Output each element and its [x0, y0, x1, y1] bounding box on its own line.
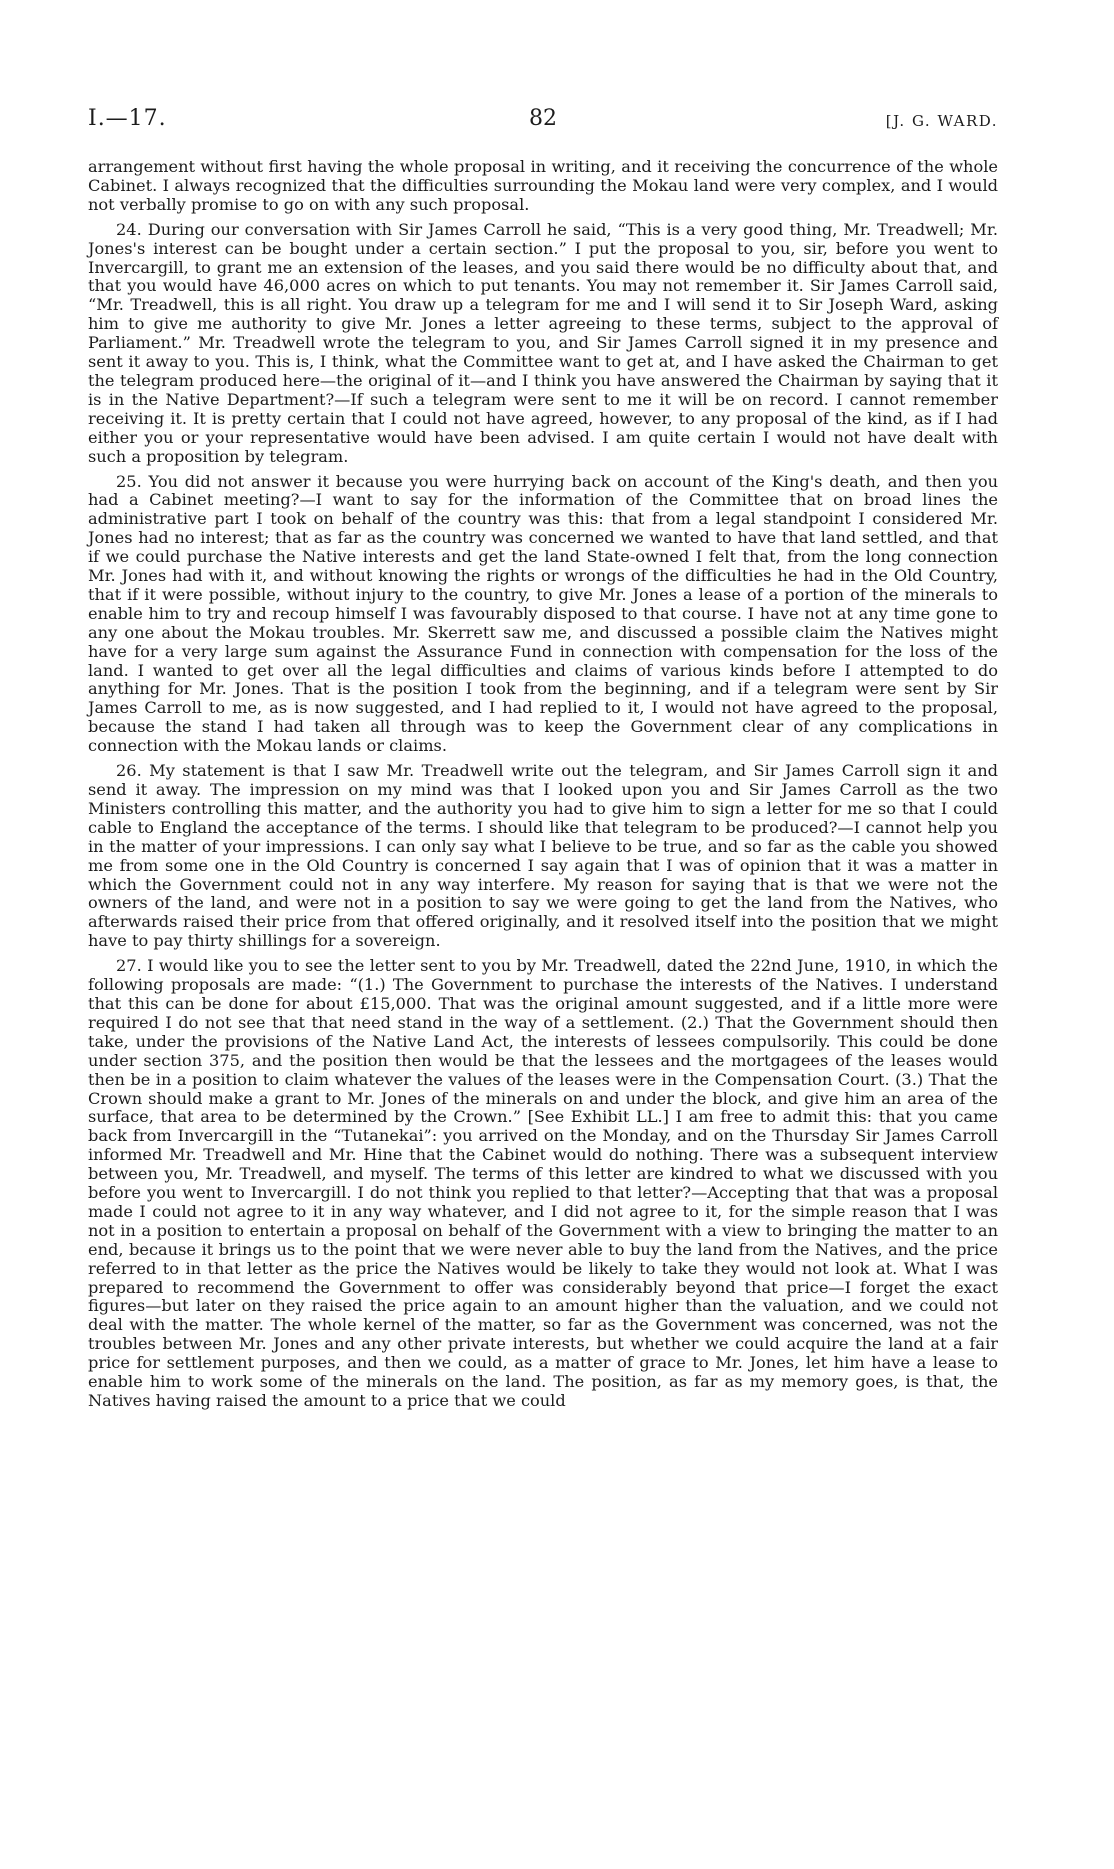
body-text — [88, 158, 998, 1417]
paragraph-27: 27. I would like you to see the letter sent to you by Mr. Treadwell, dated the 22nd June, 1910, in which the following proposals are made: “(1.) The Government to purchase the interests of the Natives. I understand that this can be done for about £15,000. That was the original amount suggested, and if a little more were required I do not see that that need stand in the way of a settlement. (2.) That the Government should then take, under the provisions of the Native Land Act, the interests of lessees compulsorily. This could be done under section 375, and the position then would be that the lessees and the mortgagees of the leases would then be in a position to claim whatever the values of the leases were in the Compensation Court. (3.) That the Crown should make a grant to Mr. Jones of the minerals on and under the block, and give him an area of the surface, that area to be determined by the Crown.” [See Exhibit LL.] I am free to admit this: that you came back from Invercargill in the “Tutanekai”: you arrived on the Monday, and on the Thursday Sir James Carroll informed Mr. Treadwell and Mr. Hine that the Cabinet would do nothing. There was a subsequent interview between you, Mr. Treadwell, and myself. The terms of this letter are kindred to what we discussed with you before you went to Invercargill. I do not think you replied to that letter?—Accepting that that was a proposal made I could not agree to it in any way whatever, and I did not agree to it, for the simple reason that I was not in a position to entertain a proposal on behalf of the Government with a view to bringing the matter to an end, because it brings us to the point that we were never able to buy the land from the Natives, and the price referred to in that letter as the price the Natives would be likely to take they would not look at. What I was prepared to recommend the Government to offer was considerably beyond that price—I forget the exact figures—but later on they raised the price again to an amount higher than the valuation, and we could not deal with the matter. The whole kernel of the matter, so far as the Government was concerned, was not the troubles between Mr. Jones and any other private interests, but whether we could acquire the land at a fair price for settlement purposes, and then we could, as a matter of grace to Mr. Jones, let him have a lease to enable him to work some of the minerals on the land. The position, as far as my memory goes, is that, the Natives having raised the amount to a price that we could — [88, 956, 998, 1410]
paragraph-26: 26. My statement is that I saw Mr. Treadwell write out the telegram, and Sir James Carroll sign it and send it away. The impression on my mind was that I looked upon you and Sir James Carroll as the two Ministers controlling this matter, and the authority you had to give him to sign a letter for me so that I could cable to England the acceptance of the terms. I should like that telegram to be produced?—I cannot help you in the matter of your impressions. I can only say what I believe to be true, and so far as the cable you showed me from some one in the Old Country is concerned I say again that I was of opinion that it was a matter in which the Government could not in any way interfere. My reason for saying that is that we were not the owners of the land, and were not in a position to say we were going to get the land from the Natives, who afterwards raised their price from that offered originally, and it resolved itself into the position that we might have to pay thirty shillings for a sovereign. — [88, 761, 998, 951]
page-header — [88, 106, 998, 142]
paragraph-24: 24. During our conversation with Sir James Carroll he said, “This is a very good thing, Mr. Treadwell; Mr. Jones's interest can be bought under a certain section.” I put the proposal to you, sir, before you went to Invercargill, to grant me an extension of the leases, and you said there would be no difficulty about that, and that you would have 46,000 acres on which to put tenants. You may not remember it. Sir James Carroll said, “Mr. Treadwell, this is all right. You draw up a telegram for me and I will send it to Sir Joseph Ward, asking him to give me authority to give Mr. Jones a letter agreeing to these terms, subject to the approval of Parliament.” Mr. Treadwell wrote the telegram to you, and Sir James Carroll signed it in my presence and sent it away to you. This is, I think, what the Committee want to get at, and I have asked the Chairman to get the telegram produced here—the original of it—and I think you have answered the Chairman by saying that it is in the Native Department?—If such a telegram were sent to me it will be on record. I cannot remember receiving it. It is pretty certain that I could not have agreed, however, to any proposal of the kind, as if I had either you or your representative would have been advised. I am quite certain I would not have dealt with such a proposition by telegram. — [88, 219, 998, 466]
paragraph-continuation: arrangement without first having the whole proposal in writing, and it receiving the concurrence of the whole Cabinet. I always recognized that the difficulties surrounding the Mokau land were very complex, and I would not verbally promise to go on with any such proposal. — [88, 157, 998, 214]
paper-reference: I.—17. — [88, 106, 167, 131]
page-number: 82 — [529, 106, 557, 131]
witness-name: [J. G. WARD. — [885, 112, 998, 130]
paragraph-25: 25. You did not answer it because you were hurrying back on account of the King's death, and then you had a Cabinet meeting?—I want to say for the information of the Committee that on broad lines the administrative part I took on behalf of the country was this: that from a legal standpoint I considered Mr. Jones had no interest; that as far as the country was concerned we wanted to have that land settled, and that if we could purchase the Native interests and get the land State-owned I felt that, from the long connection Mr. Jones had with it, and without knowing the rights or wrongs of the difficulties he had in the Old Country, that if it were possible, without injury to the country, to give Mr. Jones a lease of a portion of the minerals to enable him to try and recoup himself I was favourably disposed to that course. I have not at any time gone to any one about the Mokau troubles. Mr. Skerrett saw me, and discussed a possible claim the Natives might have for a very large sum against the Assurance Fund in connection with compensation for the loss of the land. I wanted to get over all the legal difficulties and claims of various kinds before I attempted to do anything for Mr. Jones. That is the position I took from the beginning, and if a telegram were sent by Sir James Carroll to me, as is now suggested, and I had replied to it, I would not have agreed to the proposal, because the stand I had taken all through was to keep the Government clear of any complications in connection with the Mokau lands or claims. — [88, 471, 998, 756]
